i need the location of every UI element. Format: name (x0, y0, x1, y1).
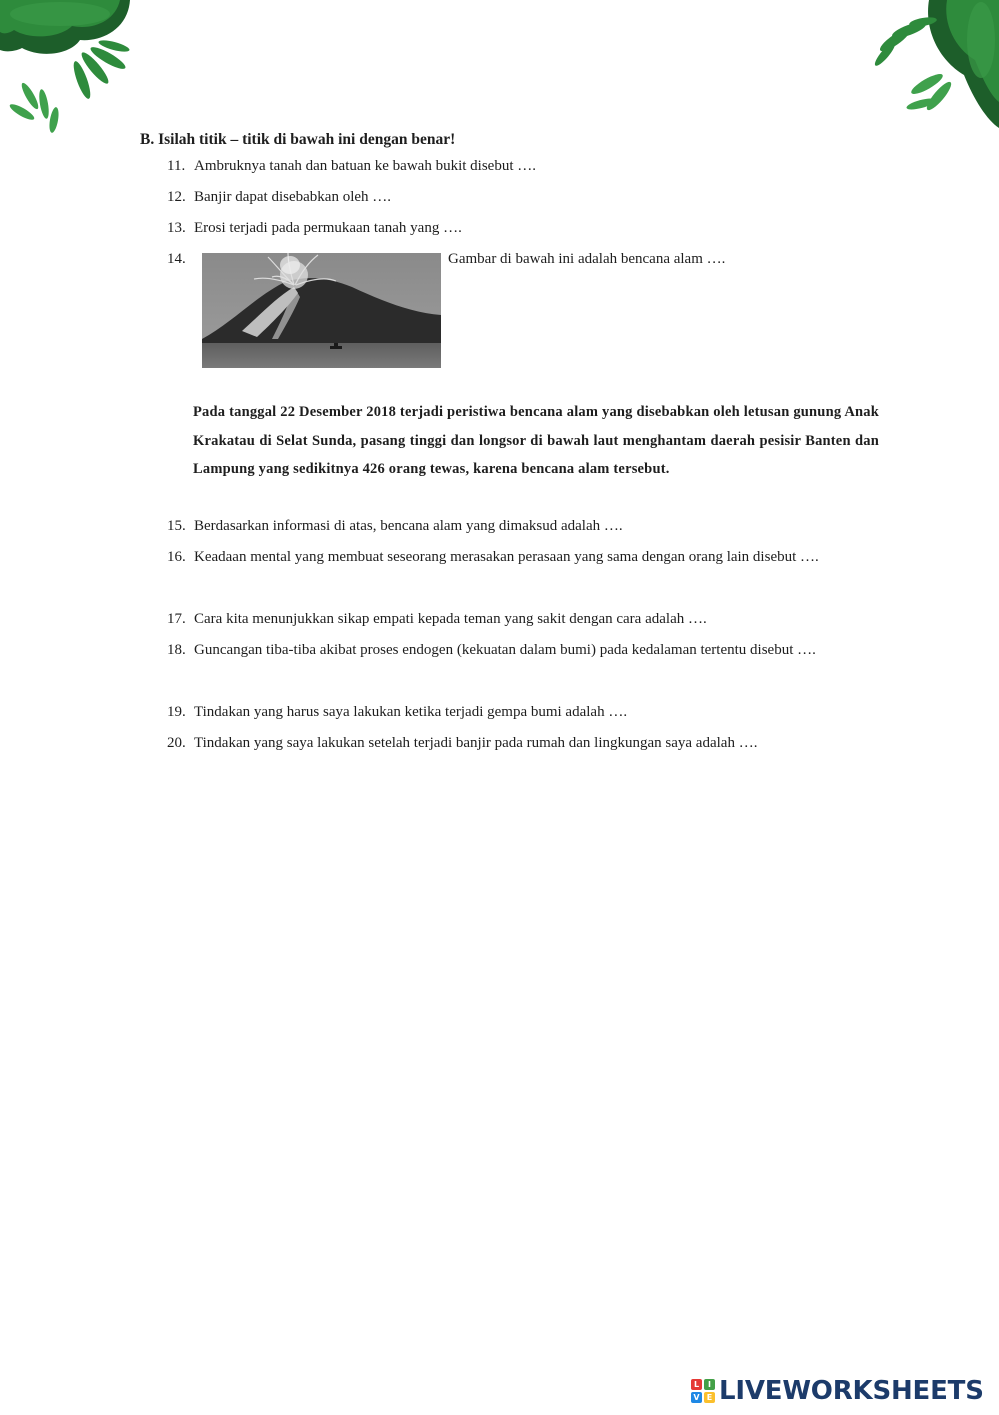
question-item (167, 515, 879, 537)
question-text: Tindakan yang harus saya lakukan ketika terjadi gempa bumi adalah …. (194, 704, 628, 720)
question-number: 18. (167, 642, 186, 658)
leaf-decoration-top-right (869, 0, 999, 135)
question-text: Ambruknya tanah dan batuan ke bawah bukit disebut …. (194, 158, 536, 174)
question-number: 19. (167, 704, 186, 720)
question-number: 13. (167, 220, 186, 236)
logo-tile: I (704, 1379, 715, 1390)
question-item (167, 217, 879, 239)
question-number: 16. (167, 549, 186, 565)
question-number: 14. (167, 251, 186, 267)
brand-text: LIVEWORKSHEETS (719, 1376, 984, 1406)
volcano-eruption-photo (202, 253, 441, 368)
section-title: B. Isilah titik – titik di bawah ini dengan benar! (140, 131, 456, 148)
question-number: 17. (167, 611, 186, 627)
logo-tile: V (691, 1392, 702, 1403)
liveworksheets-logo-icon (691, 1379, 715, 1403)
reading-passage: Pada tanggal 22 Desember 2018 terjadi peristiwa bencana alam yang disebabkan oleh letusan gunung Anak Krakatau di Selat Sunda, pasang tinggi dan longsor di bawah laut menghantam daerah pesisir Banten dan Lampung yang sedikitnya 426 orang tewas, karena bencana alam tersebut. (193, 404, 879, 477)
question-text: Berdasarkan informasi di atas, bencana alam yang dimaksud adalah …. (194, 518, 623, 534)
question-number: 12. (167, 189, 186, 205)
question-item (167, 701, 879, 723)
logo-tile: L (691, 1379, 702, 1390)
question-text: Erosi terjadi pada permukaan tanah yang …. (194, 220, 462, 236)
question-text: Cara kita menunjukkan sikap empati kepada teman yang sakit dengan cara adalah …. (194, 611, 707, 627)
question-text: Guncangan tiba-tiba akibat proses endogen (kekuatan dalam bumi) pada kedalaman tertentu disebut …. (194, 642, 816, 658)
question-number: 11. (167, 158, 186, 174)
logo-tile: E (704, 1392, 715, 1403)
question-text: Banjir dapat disebabkan oleh …. (194, 189, 392, 205)
question-item (167, 635, 879, 666)
question-item (167, 732, 879, 754)
question-number: 15. (167, 518, 186, 534)
question-item (167, 542, 879, 573)
question-text: Gambar di bawah ini adalah bencana alam …. (448, 251, 726, 267)
question-text: Tindakan yang saya lakukan setelah terjadi banjir pada rumah dan lingkungan saya adalah …. (194, 735, 758, 751)
leaf-decoration-top-left (0, 0, 140, 135)
liveworksheets-brand[interactable] (691, 1374, 984, 1408)
question-item (167, 608, 879, 630)
question-item (167, 186, 879, 208)
question-number: 20. (167, 735, 186, 751)
question-text: Keadaan mental yang membuat seseorang merasakan perasaan yang sama dengan orang lain disebut …. (194, 549, 819, 565)
question-item (167, 155, 879, 177)
